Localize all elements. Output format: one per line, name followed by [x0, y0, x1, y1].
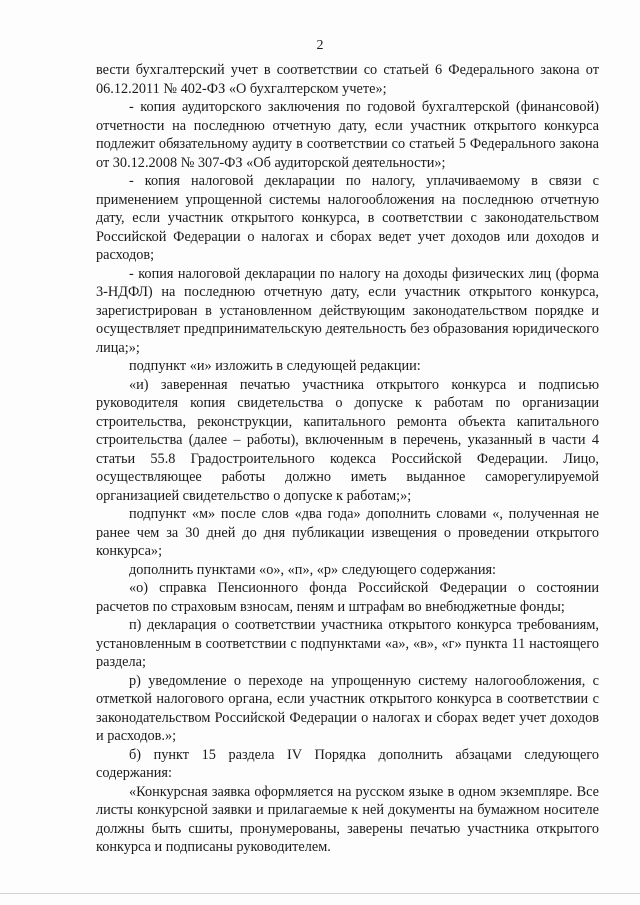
- scan-edge-line: [0, 893, 640, 894]
- paragraph: вести бухгалтерский учет в соответствии со статьей 6 Федерального закона от 06.12.2011 № 402-ФЗ «О бухгалтерском учете»;: [96, 62, 599, 97]
- paragraph: «Конкурсная заявка оформляется на русском языке в одном экземпляре. Все листы конкурсной заявки и прилагаемые к ней документы на бумажном носителе должны быть сшиты, пронумерованы, заверены печатью участника открытого конкурса и подписаны руководителем.: [96, 783, 599, 855]
- paragraph: - копия аудиторского заключения по годовой бухгалтерской (финансовой) отчетности на последнюю отчетную дату, если участник открытого конкурса подлежит обязательному аудиту в соответствии со статьей 5 Федерального закона от 30.12.2008 № 307-ФЗ «Об аудиторской деятельности»;: [96, 99, 599, 171]
- paragraph: - копия налоговой декларации по налогу, уплачиваемому в связи с применением упрощенной системы налогообложения на последнюю отчетную дату, если участник открытого конкурса, в соответствии с законодательством Российской Федерации о налогах и сборах ведет учет доходов или доходов и расходов;: [96, 173, 599, 263]
- paragraph: - копия налоговой декларации по налогу на доходы физических лиц (форма 3-НДФЛ) на последнюю отчетную дату, если участник открытого конкурса, зарегистрирован в установленном действующим законодательством порядке и осуществляет предпринимательскую деятельность без образования юридического лица;»;: [96, 265, 599, 356]
- paragraph: р) уведомление о переходе на упрощенную систему налогообложения, с отметкой налогового органа, если участник открытого конкурса в соответствии с законодательством Российской Федерации о налогах и сборах ведет учет доходов и расходов.»;: [96, 672, 599, 744]
- page-number: 2: [316, 38, 324, 53]
- paragraph: «и) заверенная печатью участника открытого конкурса и подписью руководителя копия свидетельства о допуске к работам по организации строительства, реконструкции, капитального ремонта объекта капитального строительства (далее – работы), включенным в перечень, указанный в части 4 статьи 55.8 Градостроительного кодекса Российской Федерации. Лицо, осуществляющее работы должно иметь выданное саморегулируемой организацией свидетельство о допуске к работам;»;: [96, 376, 599, 504]
- paragraph: «о) справка Пенсионного фонда Российской Федерации о состоянии расчетов по страховым взносам, пеням и штрафам во внебюджетные фонды;: [96, 580, 599, 615]
- paragraph: подпункт «и» изложить в следующей редакции:: [129, 358, 421, 374]
- paragraph: дополнить пунктами «о», «п», «р» следующего содержания:: [129, 561, 497, 578]
- paragraph: п) декларация о соответствии участника открытого конкурса требованиям, установленным в соответствии с подпунктами «а», «в», «г» пункта 11 настоящего раздела;: [96, 617, 599, 670]
- document-body: [96, 61, 599, 857]
- paragraph: б) пункт 15 раздела IV Порядка дополнить абзацами следующего содержания:: [96, 746, 599, 781]
- paragraph: подпункт «м» после слов «два года» дополнить словами «, полученная не ранее чем за 30 дней до дня публикации извещения о проведении открытого конкурса»;: [96, 506, 599, 559]
